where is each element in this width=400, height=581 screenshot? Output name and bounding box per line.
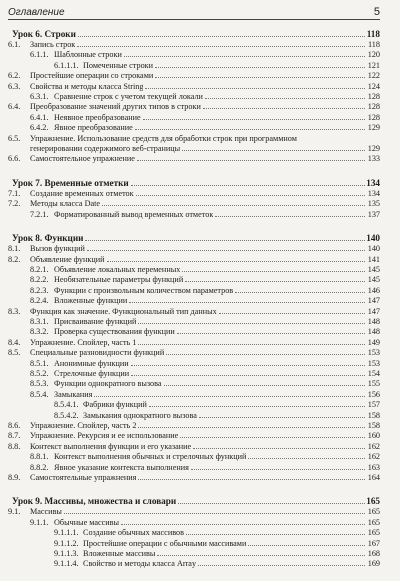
toc-entry-number: 6.2. [8, 71, 21, 81]
toc-entry-number: 8.5.3. [30, 379, 49, 389]
toc-entry-title: Урок 6. Строки [12, 29, 76, 39]
dot-leader [107, 260, 366, 262]
toc-entry-page: 120 [367, 50, 380, 60]
toc-entry[interactable] [8, 244, 380, 254]
toc-entry-number: 6.1. [8, 40, 21, 49]
dot-leader [199, 416, 365, 418]
toc-entry-page: 157 [367, 400, 380, 410]
toc-entry-page: 137 [367, 209, 380, 219]
toc-entry-title: Вложенные функции [54, 296, 128, 306]
dot-leader [182, 270, 365, 272]
toc-entry-title: Необязательные параметры функций [54, 275, 184, 285]
toc-entry-title-continued: генерировании содержимого веб-страницы [30, 144, 181, 154]
dot-leader [138, 478, 365, 480]
toc-entry-title: Функции однократного вызова [54, 379, 162, 389]
toc-entry[interactable] [8, 255, 380, 265]
toc-entry-number: 9.1. [8, 507, 21, 517]
table-of-contents [8, 28, 380, 570]
toc-entry-page: 128 [367, 112, 380, 122]
toc-entry-title: Явное преобразование [54, 123, 133, 133]
dot-leader [155, 76, 365, 78]
dot-leader [138, 426, 365, 428]
header-section-title: Оглавление [8, 7, 65, 18]
toc-entry-page: 165 [367, 517, 380, 527]
toc-entry[interactable] [8, 154, 380, 164]
toc-entry[interactable] [8, 40, 380, 50]
toc-entry[interactable] [8, 317, 380, 327]
dot-leader [137, 159, 365, 161]
toc-entry-page: 118 [368, 40, 380, 49]
toc-entry-page: 162 [367, 441, 380, 451]
toc-entry-page: 129 [367, 144, 380, 154]
toc-entry-title: Функция как значение. Функциональный тип данных [30, 306, 217, 316]
toc-entry-title: Объявление функций [30, 254, 105, 264]
toc-entry-page: 122 [367, 71, 380, 81]
toc-entry-number: 9.1.1.1. [54, 528, 79, 538]
toc-entry-page: 121 [367, 60, 380, 70]
toc-entry-title: Создание обычных массивов [83, 528, 184, 538]
toc-entry-number: 8.5.4.2. [54, 410, 79, 420]
dot-leader [149, 405, 365, 407]
toc-entry-title: Массивы [30, 507, 62, 517]
toc-entry[interactable] [8, 452, 380, 462]
toc-entry-number: 6.6. [8, 154, 21, 164]
toc-entry-page: 169 [367, 559, 380, 569]
toc-entry[interactable] [8, 50, 380, 60]
toc-entry-page: 162 [367, 452, 380, 462]
toc-entry-title: Форматированный вывод временных отметок [54, 209, 214, 219]
dot-leader [182, 149, 365, 151]
toc-entry-title: Запись строк [30, 40, 76, 49]
dot-leader [135, 128, 365, 130]
toc-entry[interactable] [8, 359, 380, 369]
toc-entry[interactable] [8, 379, 380, 389]
toc-entry-title: Упражнение. Использование средств для обработки строк при программном [30, 133, 297, 143]
dot-leader [215, 215, 365, 217]
toc-entry[interactable] [8, 463, 380, 473]
toc-entry-number: 6.5. [8, 133, 21, 143]
toc-entry[interactable] [8, 348, 380, 358]
toc-entry-title: Неявное преобразование [54, 112, 141, 122]
dot-leader [129, 301, 365, 303]
toc-entry[interactable] [8, 210, 380, 220]
toc-entry-title: Контекст выполнения функции и его указание [30, 441, 192, 451]
toc-entry-title: Свойства и методы класса String [30, 81, 144, 91]
toc-entry-page: 156 [367, 389, 380, 399]
toc-entry[interactable] [8, 390, 380, 400]
dot-leader [102, 204, 365, 206]
toc-entry-page: 153 [367, 358, 380, 368]
dot-leader [248, 457, 365, 459]
dot-leader [219, 312, 365, 314]
toc-entry-page: 128 [367, 102, 380, 112]
toc-entry-number: 9.1.1.4. [54, 559, 79, 569]
toc-entry-page: 129 [367, 123, 380, 133]
toc-entry[interactable] [8, 199, 380, 209]
toc-entry-title: Создание временных отметок [30, 188, 134, 198]
toc-entry-number: 8.3. [8, 306, 21, 316]
toc-entry-page: 128 [367, 92, 380, 102]
toc-entry-title: Функции с произвольным количеством параметров [54, 285, 234, 295]
toc-entry[interactable] [8, 369, 380, 379]
dot-leader [94, 395, 365, 397]
toc-entry[interactable] [8, 559, 380, 569]
dot-leader [131, 364, 365, 366]
toc-entry-page: 146 [367, 285, 380, 295]
toc-entry-title: Специальные разновидности функций [30, 348, 165, 358]
toc-entry-number: 6.1.1.1. [54, 60, 79, 70]
toc-entry[interactable] [8, 113, 380, 123]
toc-entry-number: 8.5.4.1. [54, 400, 79, 410]
dot-leader [131, 374, 365, 376]
toc-entry-title: Контекст выполнения обычных и стрелочных функций [54, 452, 247, 462]
dot-leader [131, 184, 365, 186]
dot-leader [186, 533, 365, 535]
toc-entry-title: Помеченные строки [83, 60, 154, 70]
toc-entry-page: 167 [367, 538, 380, 548]
toc-entry-number: 9.1.1.3. [54, 549, 79, 559]
toc-entry-page: 118 [366, 29, 380, 39]
toc-entry-title: Упражнение. Спойлер, часть 1 [30, 337, 137, 347]
dot-leader [198, 564, 365, 566]
toc-entry-page: 168 [367, 549, 380, 559]
toc-entry-title: Упражнение. Спойлер, часть 2 [30, 421, 137, 430]
toc-entry[interactable] [8, 92, 380, 102]
toc-entry[interactable] [8, 71, 380, 81]
toc-entry-title: Сравнение строк с учетом текущей локали [54, 92, 203, 102]
dot-leader [124, 55, 365, 57]
toc-entry[interactable] [8, 549, 380, 559]
toc-entry-number: 8.2. [8, 254, 21, 264]
toc-entry-page: 165 [366, 496, 380, 507]
toc-entry[interactable] [8, 307, 380, 317]
toc-entry-number: 8.5.4. [30, 389, 49, 399]
toc-entry-page: 165 [367, 528, 380, 538]
toc-entry-title: Урок 8. Функции [12, 233, 84, 244]
toc-entry-page: 147 [367, 296, 380, 306]
toc-entry-number: 7.1. [8, 188, 21, 198]
toc-entry-page: 140 [367, 244, 380, 254]
toc-entry-page: 153 [367, 348, 380, 358]
toc-entry[interactable] [8, 275, 380, 285]
dot-leader [164, 384, 366, 386]
toc-entry-title: Обычные массивы [54, 517, 120, 527]
dot-leader [85, 239, 365, 241]
toc-entry[interactable] [8, 102, 380, 112]
toc-entry-title: Замыкания однократного вызова [83, 410, 197, 420]
toc-entry-title: Свойство и методы класса Array [83, 559, 197, 569]
toc-entry-number: 8.5.2. [30, 368, 49, 378]
toc-entry-title: Вложенные массивы [83, 549, 156, 559]
dot-leader [145, 87, 365, 89]
toc-entry[interactable] [8, 539, 380, 549]
dot-leader [87, 249, 365, 251]
toc-entry-page: 164 [367, 473, 380, 483]
toc-entry-number: 8.8.2. [30, 462, 49, 472]
toc-entry-title: Упражнение. Рекурсия и ее использование [30, 431, 179, 441]
dot-leader [248, 544, 365, 546]
toc-entry-title: Самостоятельное упражнение [30, 154, 135, 164]
toc-entry-number: 8.2.2. [30, 275, 49, 285]
dot-leader [138, 322, 365, 324]
toc-entry-page: 163 [367, 462, 380, 472]
toc-entry-page: 155 [367, 379, 380, 389]
toc-entry-number: 6.3.1. [30, 92, 49, 102]
toc-entry-title: Вызов функций [30, 244, 85, 254]
toc-entry-title: Шаблонные строки [54, 50, 122, 60]
dot-leader [235, 291, 365, 293]
toc-entry[interactable] [8, 82, 380, 92]
toc-entry[interactable] [8, 507, 380, 517]
dot-leader [177, 332, 365, 334]
dot-leader [138, 343, 365, 345]
dot-leader [64, 512, 365, 514]
running-header [8, 6, 380, 20]
toc-entry-number: 9.1.1. [30, 517, 49, 527]
toc-entry-continuation[interactable] [8, 144, 380, 154]
toc-entry[interactable] [8, 134, 380, 144]
toc-entry-number: 8.5.1. [30, 358, 49, 368]
toc-entry[interactable] [8, 473, 380, 483]
toc-entry-page: 148 [367, 327, 380, 337]
toc-entry-number: 8.2.4. [30, 296, 49, 306]
toc-entry-number: 6.3. [8, 81, 21, 91]
toc-entry-title: Урок 7. Временные отметки [12, 177, 129, 188]
toc-entry-number: 8.4. [8, 337, 21, 347]
toc-entry-number: 9.1.1.2. [54, 538, 79, 548]
toc-entry[interactable] [8, 431, 380, 441]
toc-entry[interactable] [8, 421, 380, 431]
toc-entry-title: Стрелочные функции [54, 368, 130, 378]
toc-entry-page: 154 [367, 368, 380, 378]
toc-entry-page: 160 [367, 431, 380, 441]
dot-leader [191, 468, 365, 470]
dot-leader [155, 66, 365, 68]
toc-entry[interactable] [8, 177, 380, 189]
dot-leader [205, 97, 365, 99]
toc-entry-title: Преобразование значений других типов в строки [30, 102, 201, 112]
toc-entry-number: 6.4.1. [30, 112, 49, 122]
toc-entry-page: 141 [367, 254, 380, 264]
toc-entry-title: Проверка существования функции [54, 327, 175, 337]
toc-entry-number: 6.4.2. [30, 123, 49, 133]
dot-leader [193, 447, 365, 449]
header-page-number: 5 [373, 6, 380, 18]
toc-entry-page: 158 [367, 421, 380, 430]
toc-entry[interactable] [8, 442, 380, 452]
toc-entry[interactable] [8, 123, 380, 133]
dot-leader [157, 554, 365, 556]
toc-entry-page: 133 [367, 154, 380, 164]
toc-entry-number: 8.7. [8, 431, 21, 441]
toc-entry-number: 6.4. [8, 102, 21, 112]
toc-entry-number: 8.2.1. [30, 264, 49, 274]
toc-entry[interactable] [8, 28, 380, 40]
toc-entry-title: Самостоятельные упражнения [30, 473, 137, 483]
toc-entry-number: 8.6. [8, 421, 21, 430]
dot-leader [78, 35, 365, 37]
dot-leader [180, 436, 365, 438]
toc-entry-number: 8.3.1. [30, 316, 49, 326]
toc-entry[interactable] [8, 338, 380, 348]
toc-entry-page: 148 [367, 316, 380, 326]
toc-entry-title: Замыкания [54, 389, 93, 399]
toc-entry[interactable] [8, 265, 380, 275]
toc-entry-number: 7.2. [8, 199, 21, 209]
toc-entry-title: Явное указание контекста выполнения [54, 462, 189, 472]
toc-entry[interactable] [8, 528, 380, 538]
toc-entry-number: 8.8.1. [30, 452, 49, 462]
dot-leader [136, 194, 365, 196]
dot-leader [121, 523, 365, 525]
toc-entry[interactable] [8, 296, 380, 306]
toc-entry-title: Фабрики функций [83, 400, 147, 410]
toc-entry-page: 145 [367, 275, 380, 285]
toc-entry-page: 124 [367, 81, 380, 91]
toc-entry[interactable] [8, 495, 380, 507]
toc-entry-page: 134 [367, 188, 380, 198]
dot-leader [178, 502, 365, 504]
toc-entry-title: Присваивание функций [54, 316, 137, 326]
toc-entry-page: 135 [367, 199, 380, 209]
toc-entry-title: Методы класса Date [30, 199, 101, 209]
toc-entry-number: 8.9. [8, 473, 21, 483]
toc-entry-page: 140 [366, 233, 380, 244]
toc-entry-number: 8.5. [8, 348, 21, 358]
toc-entry-page: 134 [366, 177, 380, 188]
dot-leader [203, 107, 365, 109]
toc-entry[interactable] [8, 232, 380, 244]
toc-entry[interactable] [8, 411, 380, 421]
toc-entry-page: 145 [367, 264, 380, 274]
toc-entry[interactable] [8, 327, 380, 337]
toc-entry-number: 7.2.1. [30, 209, 49, 219]
toc-entry-number: 6.1.1. [30, 50, 49, 60]
toc-entry-title: Объявление локальных переменных [54, 264, 181, 274]
toc-entry-number: 8.8. [8, 441, 21, 451]
toc-entry-title: Простейшие операции с обычными массивами [83, 538, 247, 548]
toc-entry-number: 8.1. [8, 244, 21, 254]
toc-entry[interactable] [8, 518, 380, 528]
toc-entry-number: 8.2.3. [30, 285, 49, 295]
toc-entry-title: Урок 9. Массивы, множества и словари [12, 496, 177, 507]
toc-entry[interactable] [8, 61, 380, 71]
toc-entry[interactable] [8, 400, 380, 410]
toc-entry-title: Простейшие операции со строками [30, 71, 154, 81]
toc-entry-title: Анонимные функции [54, 358, 129, 368]
toc-entry-page: 158 [367, 410, 380, 420]
toc-entry[interactable] [8, 189, 380, 199]
toc-entry-page: 149 [367, 337, 380, 347]
toc-entry[interactable] [8, 286, 380, 296]
toc-entry-page: 165 [367, 507, 380, 517]
dot-leader [143, 118, 365, 120]
dot-leader [77, 45, 365, 47]
toc-entry-page: 147 [367, 306, 380, 316]
dot-leader [185, 280, 365, 282]
dot-leader [166, 353, 365, 355]
toc-entry-number: 8.3.2. [30, 327, 49, 337]
